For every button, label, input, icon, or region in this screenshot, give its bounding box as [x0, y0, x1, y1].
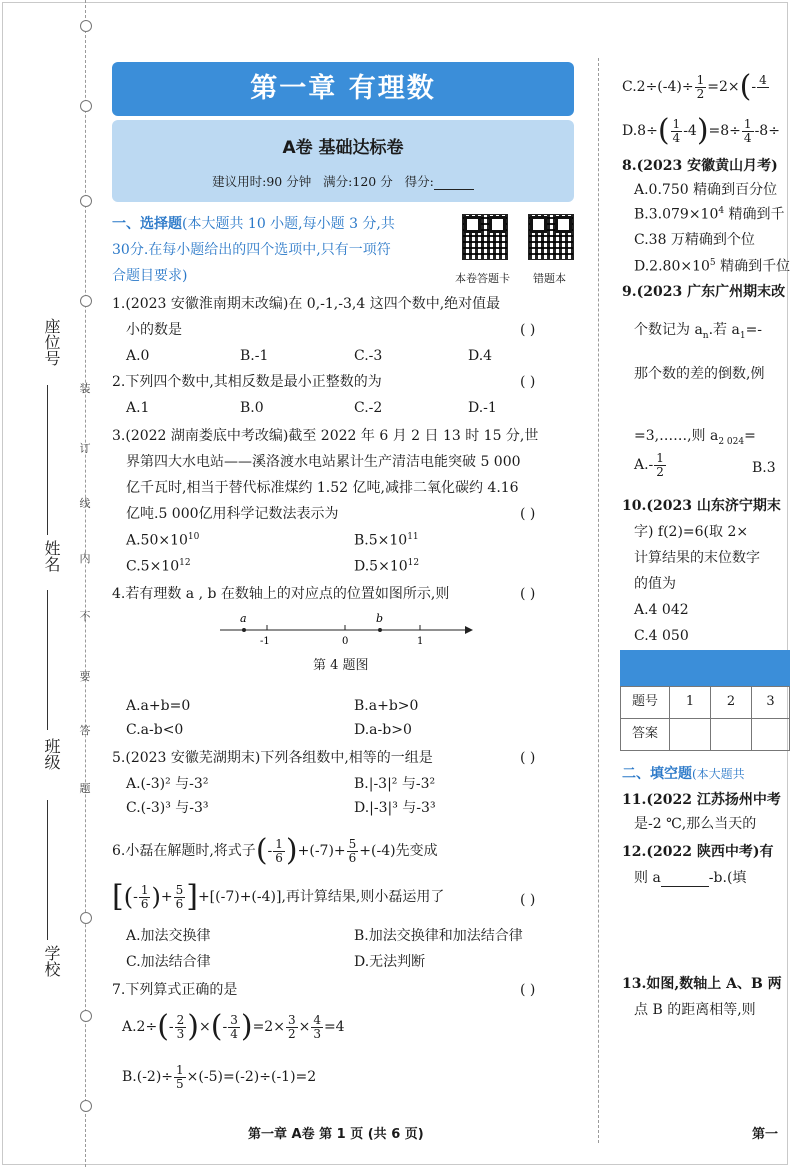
table-col-2: 2 [710, 686, 752, 719]
q5-option-a[interactable]: A.(-3)² 与-3² [126, 776, 209, 792]
q7-answer-paren[interactable]: ( ) [520, 982, 536, 998]
q4-option-d[interactable]: D.a-b>0 [354, 722, 412, 738]
answer-table [620, 686, 790, 752]
binding-hole [80, 1010, 92, 1022]
binding-char: 线 [79, 497, 91, 510]
q3-answer-paren[interactable]: ( ) [520, 506, 536, 522]
chapter-title: 第一章 有理数 [112, 62, 574, 116]
q6-answer-paren[interactable]: ( ) [520, 892, 536, 908]
q1-option-c[interactable]: C.-3 [354, 348, 383, 364]
q2-answer-paren[interactable]: ( ) [520, 374, 536, 390]
q10-stem: 的值为 [634, 576, 676, 592]
binding-char: 装 [79, 382, 91, 395]
q5-option-b[interactable]: B.|-3|² 与-3² [354, 776, 436, 792]
number-line-label-a: a [240, 612, 247, 625]
q6-option-b[interactable]: B.加法交换律和加法结合律 [354, 928, 523, 944]
class-label: 班级 [42, 738, 61, 770]
q6-stem: 6.小磊在解题时,将式子(- $\frac{1}{6}$ )+(-7)+ $\frac{5}{6}$ +(-4)先变成 [112, 833, 438, 868]
q11-stem: 11.(2022 江苏扬州中考 [622, 792, 781, 808]
q13-stem: 13.如图,数轴上 A、B 两 [622, 976, 782, 992]
binding-dashed-line [85, 0, 86, 1167]
q4-number-line [220, 610, 480, 650]
q7-option-a[interactable]: A.2÷(- $\frac{2}{3}$ )×(- $\frac{3}{4}$ )=2× $\frac{3}{2}$ × $\frac{4}{3}$ =4 [122, 1009, 345, 1044]
q3-option-b[interactable]: $B.5\times 10^{11}$ [354, 532, 419, 549]
q7-option-b[interactable]: B.(-2)÷ $\frac{1}{5}$ ×(-5)=(-2)÷(-1)=2 [122, 1063, 317, 1091]
q10-stem: 10.(2023 山东济宁期末 [622, 498, 781, 514]
q5-answer-paren[interactable]: ( ) [520, 750, 536, 766]
binding-char: 不 [79, 610, 91, 623]
q9-stem: 9.(2023 广东广州期末改 [622, 284, 786, 300]
q4-figure-caption: 第 4 题图 [313, 658, 369, 673]
column-divider [598, 58, 599, 1143]
binding-hole [80, 295, 92, 307]
binding-hole [80, 20, 92, 32]
q2-stem: 2.下列四个数中,其相反数是最小正整数的为 [112, 374, 382, 390]
name-line[interactable] [47, 590, 48, 730]
q2-option-b[interactable]: B.0 [240, 400, 264, 416]
q3-stem: 界第四大水电站——溪洛渡水电站累计生产清洁电能突破 5 000 [126, 454, 521, 470]
table-label-answer: 答案 [620, 718, 670, 751]
paper-header [112, 120, 574, 202]
section1-desc: 合题目要求) [112, 268, 188, 284]
q6-option-a[interactable]: A.加法交换律 [126, 928, 211, 944]
q2-option-a[interactable]: A.1 [126, 400, 150, 416]
q7-option-d[interactable]: D.8÷( $\frac{1}{4}$ -4)=8÷ $\frac{1}{4}$ -8÷ [622, 113, 780, 148]
q8-option-d[interactable]: $D.2.80\times 10^5$ 精确到千位 [634, 258, 790, 275]
answer-card-label: 本卷答题卡 [455, 272, 510, 285]
binding-hole [80, 195, 92, 207]
q4-option-a[interactable]: A.a+b=0 [126, 698, 191, 714]
q9-option-a[interactable]: A.- $\frac{1}{2}$ [634, 451, 664, 479]
q4-answer-paren[interactable]: ( ) [520, 586, 536, 602]
q7-option-c[interactable]: C.2÷(-4)÷ $\frac{1}{2}$ =2×(- 4 [622, 69, 767, 104]
q4-option-c[interactable]: C.a-b<0 [126, 722, 184, 738]
section2-heading: 二、填空题(本大题共 [622, 766, 745, 782]
q4-stem: 4.若有理数 a , b 在数轴上的对应点的位置如图所示,则 [112, 586, 450, 602]
q1-stem: 小的数是 [126, 322, 182, 338]
q10-stem: 计算结果的末位数字 [634, 550, 760, 566]
binding-char: 题 [79, 782, 91, 795]
q3-option-a[interactable]: $A.50\times 10^{10}$ [126, 532, 200, 549]
q6-stem: [(- $\frac{1}{6}$ )+ $\frac{5}{6}$ ]+[(-7)+(-4)],再计算结果,则小磊运用了 [112, 879, 445, 914]
table-col-3: 3 [751, 686, 790, 719]
binding-char: 答 [79, 724, 91, 737]
q13-stem: 点 B 的距离相等,则 [634, 1002, 756, 1018]
q6-option-c[interactable]: C.加法结合律 [126, 954, 211, 970]
q12-stem: 12.(2022 陕西中考)有 [622, 844, 774, 860]
q2-option-d[interactable]: D.-1 [468, 400, 497, 416]
q8-option-b[interactable]: $B.3.079\times 10^4$ 精确到千 [634, 206, 785, 223]
seat-number-line[interactable] [47, 385, 48, 535]
page-footer: 第一章 A卷 第 1 页 (共 6 页) [248, 1127, 424, 1142]
q3-stem: 3.(2022 湖南娄底中考改编)截至 2022 年 6 月 2 日 13 时 15 分,世 [112, 428, 539, 444]
number-line-tick-label: -1 [260, 636, 270, 647]
table-col-1: 1 [669, 686, 711, 719]
q12-blank[interactable] [661, 874, 709, 887]
q1-option-b[interactable]: B.-1 [240, 348, 269, 364]
table-label-number: 题号 [620, 686, 670, 719]
q10-option-a[interactable]: A.4 042 [634, 602, 689, 618]
score-blank[interactable] [434, 177, 474, 190]
q8-stem: 8.(2023 安徽黄山月考) [622, 158, 778, 174]
name-label: 姓名 [42, 540, 61, 572]
seat-number-label: 座位号 [42, 318, 61, 366]
school-label: 学校 [42, 945, 61, 977]
q1-option-a[interactable]: A.0 [126, 348, 150, 364]
q9-stem: 个数记为 $a_n$.若 $a_1=-$ [634, 322, 763, 341]
binding-hole [80, 100, 92, 112]
page-footer-next: 第一 [752, 1127, 779, 1142]
q3-stem: 亿吨.5 000亿用科学记数法表示为 [126, 506, 339, 522]
binding-char: 内 [79, 552, 91, 565]
q5-stem: 5.(2023 安徽芜湖期末)下列各组数中,相等的一组是 [112, 750, 433, 766]
q10-stem: 字) f(2)=6(取 2× [634, 524, 749, 540]
q1-stem: 1.(2023 安徽淮南期末改编)在 0,-1,-3,4 这四个数中,绝对值最 [112, 296, 501, 312]
number-line-label-b: b [376, 612, 384, 625]
q3-option-d[interactable]: $D.5\times 10^{12}$ [354, 558, 420, 575]
q7-stem: 7.下列算式正确的是 [112, 982, 238, 998]
binding-hole [80, 912, 92, 924]
q3-stem: 亿千瓦时,相当于替代标准煤约 1.52 亿吨,减排二氧化碳约 4.16 [126, 480, 519, 496]
number-line-tick-label: 1 [417, 636, 424, 647]
section1-heading: 一、选择题(本大题共 10 小题,每小题 3 分,共 [112, 216, 395, 232]
answer-card-qr-icon[interactable] [462, 214, 508, 260]
q11-stem: 是-2 ℃,那么当天的 [634, 816, 757, 832]
q3-option-c[interactable]: $C.5\times 10^{12}$ [126, 558, 191, 575]
error-book-label: 错题本 [533, 272, 566, 285]
answer-cell-1[interactable] [669, 718, 711, 751]
q9-option-b[interactable]: B.3 [752, 460, 776, 476]
q9-stem: =3,……,则 $a_{2 024}=$ [634, 428, 756, 447]
answer-table-header [620, 650, 790, 686]
binding-char: 订 [79, 442, 91, 455]
class-line[interactable] [47, 800, 48, 940]
q8-option-c[interactable]: C.38 万精确到个位 [634, 232, 755, 248]
meta-got: 得分: [404, 174, 434, 189]
error-book-qr-icon[interactable] [528, 214, 574, 260]
q5-option-c[interactable]: C.(-3)³ 与-3³ [126, 800, 209, 816]
q8-option-a[interactable]: A.0.750 精确到百分位 [634, 182, 778, 198]
binding-char: 要 [79, 670, 91, 683]
meta-time: 建议用时:90 分钟 [212, 174, 312, 189]
q5-option-d[interactable]: D.|-3|³ 与-3³ [354, 800, 436, 816]
q2-option-c[interactable]: C.-2 [354, 400, 383, 416]
meta-score: 满分:120 分 [323, 174, 393, 189]
section1-desc: 30分.在每小题给出的四个选项中,只有一项符 [112, 242, 391, 258]
paper-title: A卷 基础达标卷 [282, 138, 404, 158]
answer-cell-2[interactable] [710, 718, 752, 751]
q10-option-c[interactable]: C.4 050 [634, 628, 689, 644]
q12-stem: 则 a -b.(填 [634, 870, 747, 886]
q9-stem: 那个数的差的倒数,例 [634, 366, 765, 382]
paper-meta [112, 172, 574, 190]
number-line-tick-label: 0 [342, 636, 349, 647]
q1-answer-paren[interactable]: ( ) [520, 322, 536, 338]
binding-hole [80, 1100, 92, 1112]
q1-option-d[interactable]: D.4 [468, 348, 493, 364]
q4-option-b[interactable]: B.a+b>0 [354, 698, 419, 714]
answer-cell-3[interactable] [751, 718, 790, 751]
q6-option-d[interactable]: D.无法判断 [354, 954, 426, 970]
